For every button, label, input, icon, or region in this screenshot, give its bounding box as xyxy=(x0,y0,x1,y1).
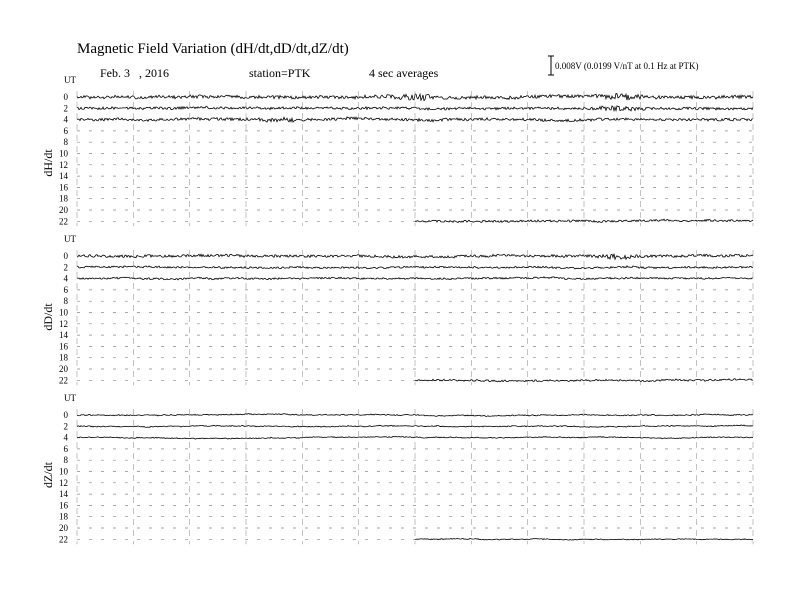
hour-tick-label: 18 xyxy=(59,511,68,522)
hour-tick-label: 2 xyxy=(63,103,68,114)
hour-tick-label: 18 xyxy=(59,352,68,363)
hour-tick-label: 4 xyxy=(63,114,68,125)
hour-tick-label: 14 xyxy=(59,489,68,500)
hour-tick-label: 14 xyxy=(59,330,68,341)
hour-tick-label: 10 xyxy=(59,148,68,159)
hour-tick-label: 20 xyxy=(59,364,68,374)
averaging-label: 4 sec averages xyxy=(369,66,439,80)
panel-dH-dt xyxy=(41,75,753,226)
hour-tick-label: 16 xyxy=(59,182,68,193)
hour-tick-label: 0 xyxy=(63,92,68,102)
hour-tick-label: 2 xyxy=(63,421,68,432)
panel-dD-dt xyxy=(41,234,753,385)
hour-tick-label: 10 xyxy=(59,307,68,318)
hour-tick-label: 22 xyxy=(59,216,68,227)
ut-axis-label: UT xyxy=(64,234,76,244)
component-label: dZ/dt xyxy=(41,462,55,488)
date-label: Feb. 3 , 2016 xyxy=(100,66,169,80)
hour-tick-label: 8 xyxy=(63,455,68,466)
hour-tick-label: 6 xyxy=(63,284,68,295)
ut-axis-label: UT xyxy=(64,393,76,403)
hour-tick-label: 6 xyxy=(63,125,68,136)
hour-tick-label: 12 xyxy=(59,159,68,170)
component-label: dD/dt xyxy=(41,303,55,331)
hour-tick-label: 6 xyxy=(63,443,68,454)
hour-tick-label: 20 xyxy=(59,523,68,533)
station-label: station=PTK xyxy=(249,66,311,80)
hour-tick-label: 16 xyxy=(59,500,68,511)
hour-tick-label: 12 xyxy=(59,318,68,329)
figure-title: Magnetic Field Variation (dH/dt,dD/dt,dZ/dt) xyxy=(77,41,349,57)
hour-tick-label: 8 xyxy=(63,137,68,148)
trace-dZ-dt-22h xyxy=(415,538,753,540)
hour-tick-label: 8 xyxy=(63,296,68,307)
hour-tick-label: 20 xyxy=(59,205,68,215)
hour-tick-label: 4 xyxy=(63,273,68,284)
hour-tick-label: 4 xyxy=(63,432,68,443)
component-label: dH/dt xyxy=(41,149,55,177)
hour-tick-label: 12 xyxy=(59,477,68,488)
ut-axis-label: UT xyxy=(64,75,76,85)
hour-tick-label: 22 xyxy=(59,534,68,545)
trace-dH-dt-22h xyxy=(415,219,753,222)
hour-tick-label: 10 xyxy=(59,466,68,477)
hour-tick-label: 14 xyxy=(59,171,68,182)
hour-tick-label: 0 xyxy=(63,410,68,420)
trace-dD-dt-22h xyxy=(415,379,753,382)
hour-tick-label: 18 xyxy=(59,193,68,204)
hour-tick-label: 0 xyxy=(63,251,68,261)
hour-tick-label: 22 xyxy=(59,375,68,386)
hour-tick-label: 2 xyxy=(63,262,68,273)
scale-bar xyxy=(548,56,554,75)
hour-tick-label: 16 xyxy=(59,341,68,352)
scale-bar-label: 0.008V (0.0199 V/nT at 0.1 Hz at PTK) xyxy=(555,61,699,71)
panel-dZ-dt xyxy=(41,393,753,544)
